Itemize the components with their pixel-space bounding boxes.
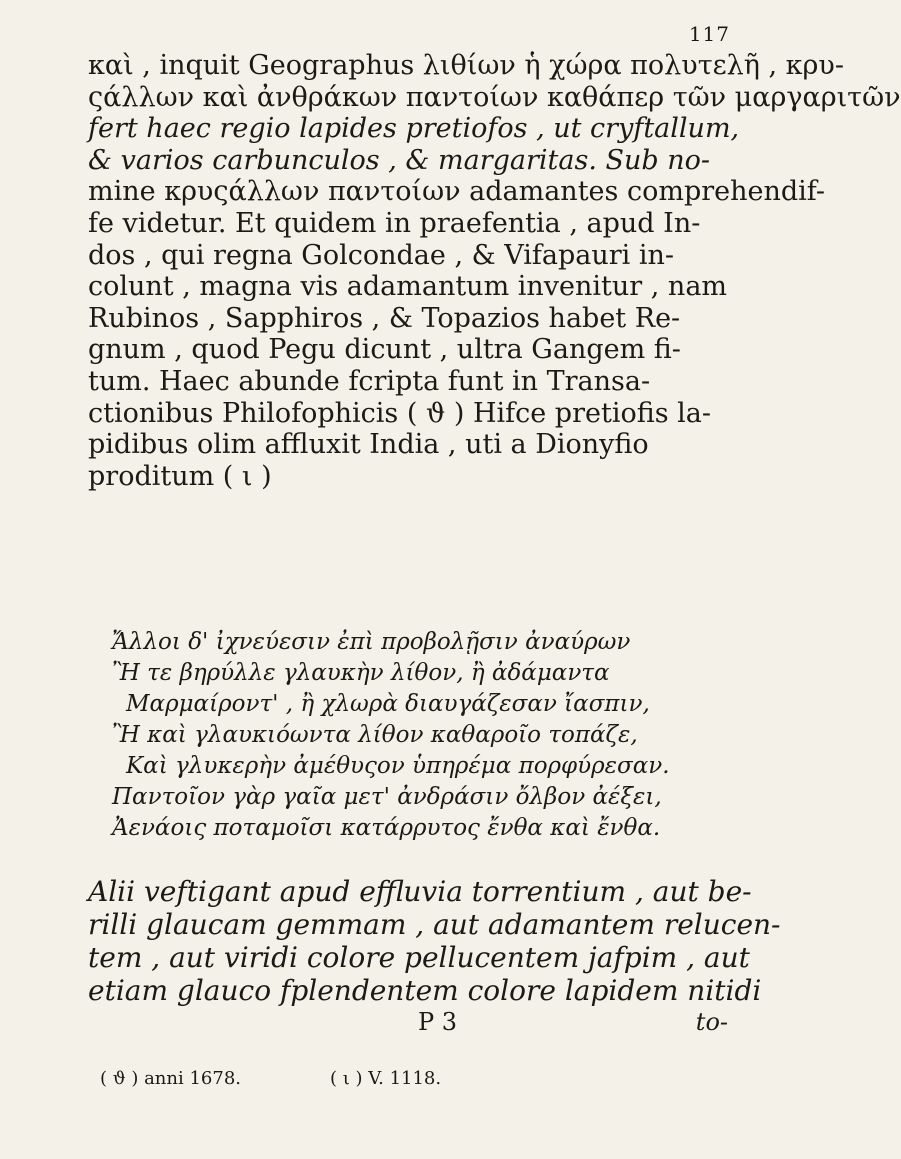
translation-line: tem , aut viridi colore pellucentem jafpim , aut — [88, 941, 750, 974]
text-line: & varios carbunculos , & margaritas. Sub no- — [88, 144, 711, 176]
signature-row — [88, 1008, 728, 1042]
text-line: tum. Haec abunde fcripta funt in Transa- — [88, 365, 651, 397]
text-line: dos , qui regna Golcondae , & Vifapauri in- — [88, 239, 675, 271]
verse-line: Ἀενάοις ποταμοῖσι κατάρρυτος ἔνθα καὶ ἔνθα. — [112, 815, 661, 841]
text-line: pidibus olim affluxit India , uti a Dionyfio — [88, 429, 649, 461]
verse-line: Καὶ γλυκερὴν ἀμέθυςον ὑπηρέμα πορφύρεσαν. — [126, 753, 670, 779]
latin-translation — [88, 875, 781, 1007]
translation-line: rilli glaucam gemmam , aut adamantem relucen- — [88, 908, 781, 941]
text-line: proditum ( ι ) — [88, 460, 272, 492]
page-number: 117 — [688, 22, 730, 46]
footnote-iota: ( ι ) V. 1118. — [330, 1068, 442, 1089]
verse-line: Μαρμαίροντ' , ἢ χλωρὰ διαυγάζεσαν ἴασπιν, — [126, 691, 650, 717]
text-line: fe videtur. Et quidem in praefentia , apud In- — [88, 207, 701, 239]
text-line: mine κρυςάλλων παντοίων adamantes comprehendif- — [88, 176, 825, 208]
verse-line: Ἄλλοι δ' ἰχνεύεσιν ἐπὶ προβολῇσιν ἀναύρων — [112, 629, 631, 655]
text-line: ςάλλων καὶ ἀνθράκων παντοίων καθάπερ τῶν μαργαριτῶν — [88, 81, 901, 113]
signature-mark: P 3 — [418, 1008, 458, 1036]
catchword: to- — [695, 1008, 728, 1036]
verse-line: Ἢ τε βηρύλλε γλαυκὴν λίθον, ἢ ἀδάμαντα — [112, 660, 610, 686]
text-line: gnum , quod Pegu dicunt , ultra Gangem fi- — [88, 334, 681, 366]
text-line: colunt , magna vis adamantum invenitur , nam — [88, 271, 728, 303]
verse-line: Ἢ καὶ γλαυκιόωντα λίθον καθαροῖο τοπάζε, — [112, 722, 638, 748]
text-line: Rubinos , Sapphiros , & Topazios habet Re- — [88, 302, 681, 334]
footnote-theta: ( ϑ ) anni 1678. — [100, 1068, 242, 1089]
greek-verse-quotation — [112, 627, 722, 844]
main-text — [88, 50, 901, 492]
translation-line: etiam glauco fplendentem colore lapidem nitidi — [88, 974, 762, 1007]
verse-line: Παντοῖον γὰρ γαῖα μετ' ἀνδράσιν ὄλβον ἀέξει, — [112, 784, 662, 810]
translation-line: Alii veftigant apud effluvia torrentium , aut be- — [88, 875, 752, 908]
text-line: fert haec regio lapides pretiofos , ut cryftallum, — [88, 113, 740, 145]
text-line: καὶ , inquit Geographus λιθίων ἡ χώρα πολυτελῆ , κρυ- — [88, 50, 844, 81]
text-line: ctionibus Philofophicis ( ϑ ) Hifce pretiofis la- — [88, 397, 712, 429]
